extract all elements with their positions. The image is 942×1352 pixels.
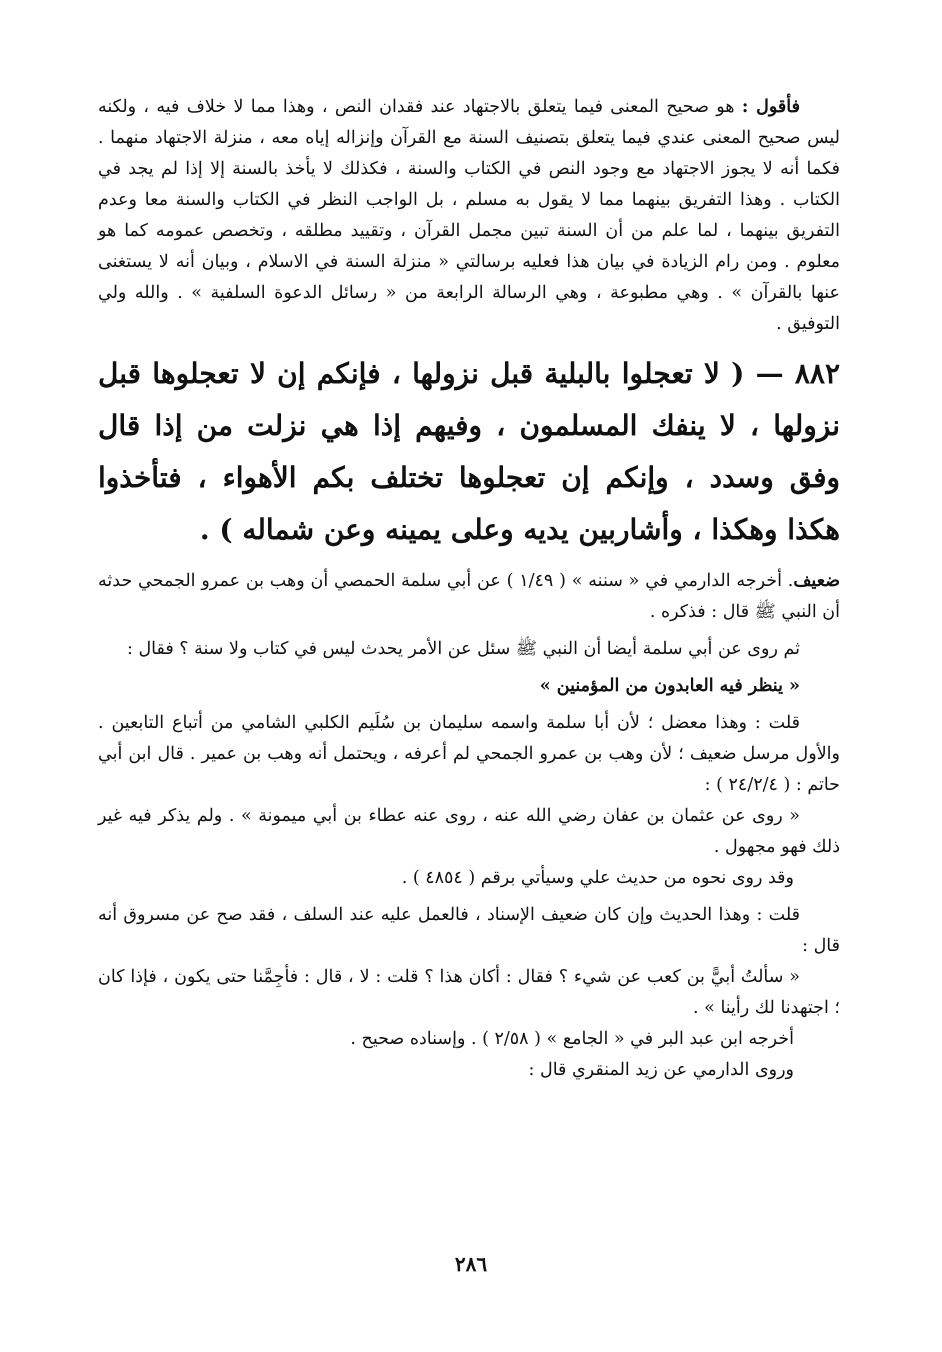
page-body [98,92,840,1086]
commentary-paragraph [98,92,840,340]
source-2: وروى الدارمي عن زيد المنقري قال : [528,1060,794,1080]
hadith-block [98,348,840,556]
commentary-lead: فأقول : [741,97,800,117]
quote-3: « سألتُ أبيًّ بن كعب عن شيء ؟ فقال : أكان هذا ؟ قلت : لا ، قال : فأجِمَّنا حتى يكون ، فإذا كان ؛ اجتهدنا لك رأينا » . [98,967,840,1018]
page-number: ٢٨٦ [454,1252,488,1276]
quote-2: « روى عن عثمان بن عفان رضي الله عنه ، روى عنه عطاء بن أبي ميمونة » . ولم يذكر فيه غير ذلك فهو مجهول . [98,806,840,857]
cross-reference: وقد روى نحوه من حديث علي وسيأتي برقم ( ٤٨٥٤ ) . [401,868,794,888]
grading-label: ضعيف [793,571,841,591]
comment-2: قلت : وهذا الحديث وإن كان ضعيف الإسناد ، فالعمل عليه عند السلف ، فقد صح عن مسروق أنه قال : [98,905,840,956]
hadith-text: — ( لا تعجلوا بالبلية قبل نزولها ، فإنكم إن لا تعجلوها قبل نزولها ، لا ينفك المسلمون ، وفيهم إذا هي نزلت من إذا قال وفق وسدد ، وإنكم إن تعجلوها تختلف بكم الأهواء ، فتأخذوا هكذا وهكذا ، وأشاربين يديه وعلى يمينه وعن شماله ) . [98,357,840,546]
grading-paragraph [98,566,840,628]
grading-text: . أخرجه الدارمي في « سننه » ( ١/٤٩ ) عن أبي سلمة الحمصي أن وهب بن عمرو الجمحي حدثه أن النبي ﷺ قال : فذكره . [98,571,840,622]
comment-1: قلت : وهذا معضل ؛ لأن أبا سلمة واسمه سليمان بن سُلَيم الكلبي الشامي من أتباع التابعين . والأول مرسل ضعيف ؛ لأن وهب بن عمرو الجمحي لم أعرفه ، ويحتمل أنه وهب بن عمير . قال ابن أبي حاتم : ( ٢٤/٢/٤ ) : [98,713,840,795]
second-narration: ثم روى عن أبي سلمة أيضا أن النبي ﷺ سئل عن الأمر يحدث ليس في كتاب ولا سنة ؟ فقال : [126,639,800,659]
hadith-number: ٨٨٢ [794,357,840,390]
commentary-text: هو صحيح المعنى فيما يتعلق بالاجتهاد عند فقدان النص ، وهذا مما لا خلاف فيه ، ولكنه ليس صحيح المعنى عندي فيما يتعلق بتصنيف السنة مع القرآن وإنزاله إياه معه ، منزلة الاجتهاد منهما . فكما أنه لا يجوز الاجتهاد مع وجود النص في الكتاب والسنة ، فكذلك لا يأخذ بالسنة إلا إذا لم يجد في الكتاب . وهذا التفريق بينهما مما لا يقول به مسلم ، بل الواجب النظر في الكتاب والسنة معا وعدم التفريق بينهما ، لما علم من أن السنة تبين مجمل القرآن ، وتقييد مطلقه ، وتخصص عمومه كما هو معلوم . ومن رام الزيادة في بيان هذا فعليه برسالتي « منزلة السنة في الاسلام ، وبيان أنه لا يستغنى عنها بالقرآن » . وهي مطبوعة ، وهي الرسالة الرابعة من « رسائل الدعوة السلفية » . والله ولي التوفيق . [98,97,840,334]
source-1: أخرجه ابن عبد البر في « الجامع » ( ٢/٥٨ ) . وإسناده صحيح . [350,1029,794,1049]
quote-1: « ينظر فيه العابدون من المؤمنين » [539,676,800,696]
